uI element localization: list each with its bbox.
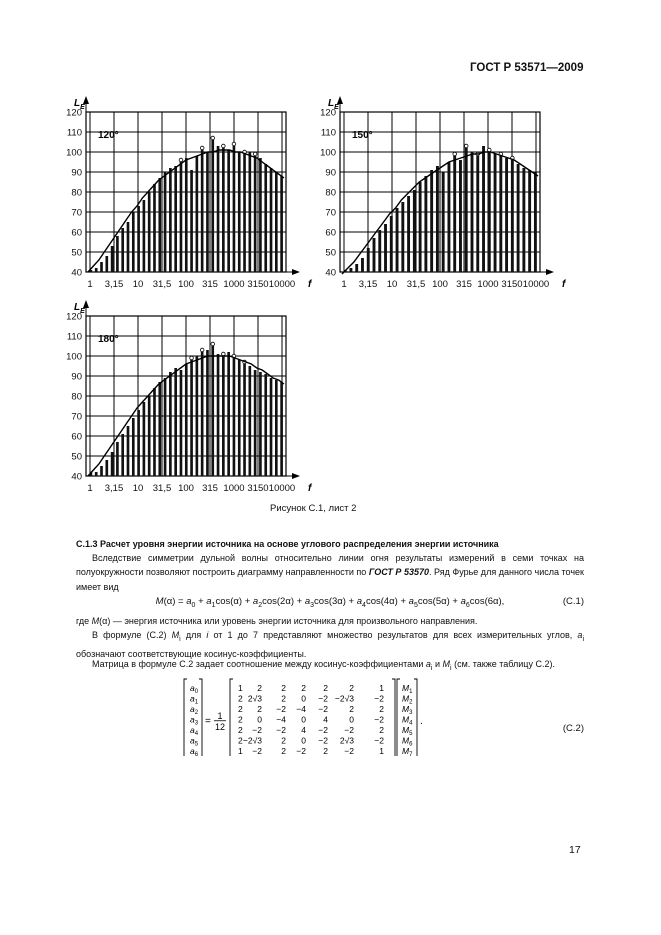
y-tick-label: 70	[71, 411, 82, 423]
matrix-entry: 2	[379, 704, 384, 714]
x-tick-label: 1	[341, 279, 347, 290]
formula-c1: $M(\alpha) = a_0 + a_1\cos(\alpha) + a_2\cos(2\alpha) + a_3\cos(3\alpha) + a_4\cos(4\alpha) + a_5\cos(5\alpha) + a_6\cos(6\alpha)$, (С.1)	[155, 596, 584, 609]
data-bar	[222, 356, 225, 476]
data-marker	[232, 142, 236, 146]
data-bar	[185, 364, 188, 476]
bracket-m-right	[414, 679, 417, 756]
vector-m-entry: $M_5$	[402, 725, 413, 737]
x-tick-label: 1	[87, 483, 93, 494]
x-tick-label: 10000	[522, 279, 550, 290]
matrix-entry: −2√3	[334, 693, 354, 704]
data-bar	[227, 150, 230, 272]
vector-m-entry: $M_3$	[402, 704, 413, 716]
matrix-entry: 2	[238, 714, 243, 725]
data-bar	[378, 230, 381, 272]
y-tick-label: 110	[66, 127, 82, 139]
data-bar	[153, 184, 156, 272]
data-marker	[253, 152, 257, 156]
equals-sign: =	[205, 715, 211, 727]
x-tick-label: 315	[202, 279, 218, 290]
x-axis-arrow	[546, 269, 554, 275]
data-bar	[249, 366, 252, 476]
x-tick-label: 10	[132, 483, 144, 494]
matrix-entry: −2	[276, 704, 286, 714]
angle-label: 150°	[352, 130, 373, 141]
data-bar	[95, 268, 98, 272]
x-tick-label: 100	[178, 483, 194, 494]
data-bar	[447, 162, 450, 272]
bracket-m-left	[397, 679, 400, 756]
data-bar	[105, 256, 108, 272]
y-tick-label: 100	[320, 147, 336, 159]
paragraph-1: Вследствие симметрии дульной волны относительно линии огня результаты измерений в семи точках на полуокружности позволяют построить диаграмму направленности по ГОСТ Р 53570. Ряд Фурье для данного числа точек имеет вид	[76, 553, 584, 592]
matrix-entry: −2	[318, 735, 328, 746]
data-bar	[528, 170, 531, 272]
data-bar	[227, 352, 230, 476]
data-bar	[259, 372, 262, 476]
data-bar	[222, 148, 225, 272]
matrix-entry: 2	[238, 693, 243, 704]
matrix-entry: −2	[374, 735, 384, 746]
where-text: где M(α) — энергия источника или уровень энергии источника для произвольного направления.	[76, 616, 478, 626]
data-bar	[270, 378, 273, 476]
matrix-entry: −2	[344, 725, 354, 735]
data-bar	[280, 382, 283, 476]
vector-a-entry: $a_4$	[190, 725, 199, 737]
data-marker	[190, 356, 194, 360]
data-bar	[459, 160, 462, 272]
matrix-entry: 4	[323, 714, 328, 725]
matrix-entry: 2	[349, 683, 354, 693]
data-bar	[211, 140, 214, 272]
x-tick-label: 10	[132, 279, 144, 290]
matrix-entry: 0	[301, 735, 306, 746]
data-bar	[196, 356, 199, 476]
x-axis-label: f	[308, 279, 312, 290]
data-bar	[430, 170, 433, 272]
data-bar	[137, 410, 140, 476]
page-number: 17	[569, 844, 581, 856]
x-tick-label: 3,15	[104, 483, 124, 494]
data-bar	[185, 158, 188, 272]
x-tick-label: 10000	[268, 483, 296, 494]
matrix-entry: 2	[238, 704, 243, 714]
y-tick-label: 70	[71, 207, 82, 219]
data-marker	[200, 348, 204, 352]
paragraph-2: В формуле (С.2) $M_i$ для i от 1 до 7 представляют множество результатов для всех измерительных углов, $a_i$ обозначают соответствующие косинус-коэффициенты.	[76, 630, 584, 660]
chart-120	[62, 92, 312, 297]
matrix-entry: 0	[301, 693, 306, 704]
data-bar	[436, 166, 439, 272]
matrix-entry: 2	[238, 725, 243, 735]
y-tick-label: 90	[325, 167, 336, 179]
data-bar	[180, 162, 183, 272]
data-bar	[254, 156, 257, 272]
vector-m-entry: $M_7$	[402, 746, 413, 756]
data-bar	[361, 258, 364, 272]
vector-a-entry: $a_1$	[190, 693, 199, 706]
y-tick-label: 50	[71, 451, 82, 463]
data-bar	[190, 360, 193, 476]
data-bar	[143, 200, 146, 272]
y-axis-arrow	[337, 96, 343, 104]
data-bar	[143, 402, 146, 476]
data-bar	[174, 368, 177, 476]
data-bar	[201, 150, 204, 272]
y-tick-label: 120	[320, 107, 336, 119]
data-bar	[442, 172, 445, 272]
data-bar	[505, 158, 508, 272]
matrix-entry: 2	[257, 704, 262, 714]
y-axis-arrow	[83, 300, 89, 308]
vector-a-entry: $a_3$	[190, 714, 199, 727]
standard-header: ГОСТ Р 53571—2009	[470, 62, 584, 74]
data-bar	[217, 146, 220, 272]
data-bar	[424, 176, 427, 272]
matrix-entry: −2	[374, 693, 384, 704]
data-marker	[211, 136, 215, 140]
x-tick-label: 315	[456, 279, 472, 290]
data-bar	[494, 154, 497, 272]
data-bar	[373, 238, 376, 272]
fraction-numerator: 1	[217, 710, 223, 721]
data-bar	[511, 160, 514, 272]
matrix-entry: −2	[318, 725, 328, 735]
matrix-entry: 2	[257, 683, 262, 693]
section-heading: С.1.3 Расчет уровня энергии источника на основе углового распределения энергии источника	[76, 539, 499, 549]
angle-label: 180°	[98, 334, 119, 345]
x-tick-label: 3150	[247, 483, 269, 494]
x-tick-label: 3,15	[104, 279, 124, 290]
matrix-entry: 2	[281, 735, 286, 746]
x-tick-label: 1000	[477, 279, 499, 290]
x-tick-label: 31,5	[152, 279, 172, 290]
data-bar	[238, 152, 241, 272]
data-bar	[243, 364, 246, 476]
y-axis-label: $L_E$	[328, 98, 339, 111]
matrix-entry: −2	[318, 704, 328, 714]
data-marker	[453, 152, 457, 156]
y-tick-label: 100	[66, 351, 82, 363]
data-bar	[211, 346, 214, 476]
matrix-entry: −2	[318, 693, 328, 704]
y-tick-label: 80	[71, 391, 82, 403]
data-bar	[158, 382, 161, 476]
x-axis-label: f	[562, 279, 566, 290]
paragraph-3: Матрица в формуле С.2 задает соотношение между косинус-коэффициентами $a_i$ и $M_i$ (см. также таблицу С.2).	[92, 659, 555, 672]
y-tick-label: 110	[66, 331, 82, 343]
data-bar	[127, 222, 130, 272]
data-bar	[401, 202, 404, 272]
matrix-entry: 1	[379, 683, 384, 693]
matrix-entry: 2√3	[247, 693, 262, 704]
x-tick-label: 31,5	[152, 483, 172, 494]
matrix-entry: 2	[301, 683, 306, 693]
data-bar	[413, 190, 416, 272]
data-bar	[499, 156, 502, 272]
data-bar	[169, 168, 172, 272]
data-bar	[206, 350, 209, 476]
y-tick-label: 60	[71, 227, 82, 239]
bracket-matrix-left	[230, 679, 233, 756]
data-marker	[222, 352, 226, 356]
data-bar	[206, 152, 209, 272]
data-bar	[419, 182, 422, 272]
x-axis-arrow	[292, 473, 300, 479]
y-tick-label: 80	[325, 187, 336, 199]
matrix-entry: 1	[238, 683, 243, 693]
matrix-entry: 2	[281, 746, 286, 756]
data-bar	[127, 426, 130, 476]
y-axis-label: $L_E$	[74, 98, 85, 111]
chart-150	[316, 92, 566, 297]
data-bar	[95, 472, 98, 476]
data-bar	[132, 212, 135, 272]
matrix-entry: −2	[374, 714, 384, 725]
data-bar	[116, 236, 119, 272]
data-bar	[121, 228, 124, 272]
matrix-entry: 1	[238, 746, 243, 756]
matrix-entry: 0	[257, 714, 262, 725]
y-tick-label: 50	[71, 247, 82, 259]
data-bar	[367, 248, 370, 272]
x-tick-label: 3150	[501, 279, 523, 290]
y-tick-label: 50	[325, 247, 336, 259]
x-tick-label: 31,5	[406, 279, 426, 290]
x-axis-arrow	[292, 269, 300, 275]
matrix-entry: 2√3	[339, 735, 354, 746]
x-tick-label: 10000	[268, 279, 296, 290]
matrix-entry: 0	[301, 714, 306, 725]
data-bar	[522, 168, 525, 272]
matrix-entry: −4	[296, 704, 306, 714]
matrix-entry: −2	[252, 746, 262, 756]
data-bar	[384, 224, 387, 272]
data-bar	[111, 452, 114, 476]
x-tick-label: 1	[87, 279, 93, 290]
data-bar	[259, 158, 262, 272]
data-marker	[179, 158, 183, 162]
y-tick-label: 120	[66, 311, 82, 323]
y-axis-label: $L_E$	[74, 302, 85, 315]
data-bar	[100, 262, 103, 272]
x-tick-label: 3,15	[358, 279, 378, 290]
data-bar	[476, 156, 479, 272]
y-tick-label: 120	[66, 107, 82, 119]
x-axis-label: f	[308, 483, 312, 494]
data-bar	[264, 374, 267, 476]
data-marker	[211, 342, 215, 346]
x-tick-label: 100	[178, 279, 194, 290]
data-bar	[270, 168, 273, 272]
data-bar	[355, 264, 358, 272]
y-axis-arrow	[83, 96, 89, 104]
y-tick-label: 40	[71, 267, 82, 279]
data-bar	[280, 176, 283, 272]
vector-m-entry: $M_2$	[402, 693, 413, 706]
data-bar	[158, 178, 161, 272]
data-bar	[180, 370, 183, 476]
data-bar	[111, 246, 114, 272]
angle-label: 120°	[98, 130, 119, 141]
y-tick-label: 40	[325, 267, 336, 279]
formula-c2-number: (С.2)	[562, 723, 584, 734]
matrix-entry: 0	[349, 714, 354, 725]
data-bar	[164, 172, 167, 272]
data-bar	[121, 434, 124, 476]
data-bar	[275, 172, 278, 272]
matrix-entry: −2√3	[242, 735, 262, 746]
y-tick-label: 110	[320, 127, 336, 139]
data-bar	[249, 152, 252, 272]
data-bar	[190, 170, 193, 272]
y-tick-label: 100	[66, 147, 82, 159]
x-tick-label: 1000	[223, 483, 245, 494]
data-marker	[464, 144, 468, 148]
vector-a-entry: $a_0$	[190, 683, 199, 695]
data-bar	[517, 164, 520, 272]
vector-m-entry: $M_1$	[402, 683, 413, 695]
data-marker	[200, 146, 204, 150]
data-bar	[233, 358, 236, 476]
data-bar	[233, 146, 236, 272]
x-tick-label: 100	[432, 279, 448, 290]
data-bar	[465, 148, 468, 272]
data-bar	[132, 418, 135, 476]
fraction-denominator: 12	[214, 721, 226, 732]
data-bar	[254, 370, 257, 476]
y-tick-label: 60	[325, 227, 336, 239]
period: .	[420, 715, 423, 727]
vector-m-entry: $M_4$	[402, 714, 413, 727]
data-bar	[407, 196, 410, 272]
data-bar	[238, 360, 241, 476]
matrix-entry: −4	[276, 714, 286, 725]
data-bar	[196, 156, 199, 272]
data-bar	[148, 396, 151, 476]
data-bar	[349, 268, 352, 272]
y-tick-label: 60	[71, 431, 82, 443]
vector-a-entry: $a_6$	[190, 746, 199, 756]
matrix-entry: 2	[281, 683, 286, 693]
matrix-entry: −2	[296, 746, 306, 756]
data-bar	[116, 442, 119, 476]
chart-180	[62, 296, 312, 501]
y-tick-label: 80	[71, 187, 82, 199]
data-marker	[487, 148, 491, 152]
matrix-formula	[182, 678, 592, 761]
vector-a-entry: $a_2$	[190, 704, 199, 716]
data-bar	[534, 172, 537, 272]
matrix-entry: −2	[252, 725, 262, 735]
data-bar	[396, 208, 399, 272]
data-bar	[217, 354, 220, 476]
data-bar	[482, 146, 485, 272]
data-bar	[390, 216, 393, 272]
x-tick-label: 10	[386, 279, 398, 290]
matrix-entry: 1	[379, 746, 384, 756]
x-tick-label: 1000	[223, 279, 245, 290]
data-bar	[100, 466, 103, 476]
matrix-entry: 2	[349, 704, 354, 714]
y-tick-label: 40	[71, 471, 82, 483]
data-bar	[453, 156, 456, 272]
vector-a-entry: $a_5$	[190, 735, 199, 748]
data-bar	[471, 152, 474, 272]
y-tick-label: 90	[71, 167, 82, 179]
data-bar	[488, 152, 491, 272]
x-tick-label: 315	[202, 483, 218, 494]
data-bar	[264, 164, 267, 272]
matrix-entry: 2	[379, 725, 384, 735]
matrix-entry: 2	[281, 693, 286, 704]
data-bar	[201, 352, 204, 476]
data-bar	[275, 380, 278, 476]
matrix-entry: −2	[344, 746, 354, 756]
bracket-a-left	[184, 679, 187, 756]
data-bar	[105, 460, 108, 476]
formula-c1-number: (С.1)	[562, 596, 584, 607]
matrix-entry: −2	[276, 725, 286, 735]
data-bar	[169, 372, 172, 476]
bracket-a-right	[199, 679, 202, 756]
data-bar	[164, 378, 167, 476]
data-bar	[153, 388, 156, 476]
vector-m-entry: $M_6$	[402, 735, 413, 748]
bracket-matrix-right	[392, 679, 395, 756]
x-tick-label: 3150	[247, 279, 269, 290]
data-bar	[137, 206, 140, 272]
y-tick-label: 70	[325, 207, 336, 219]
data-bar	[174, 166, 177, 272]
matrix-entry: 2	[238, 735, 243, 746]
matrix-entry: 2	[323, 746, 328, 756]
figure-caption: Рисунок С.1, лист 2	[270, 503, 357, 514]
data-bar	[243, 154, 246, 272]
matrix-entry: 4	[301, 725, 306, 735]
data-bar	[148, 192, 151, 272]
matrix-entry: 2	[323, 683, 328, 693]
y-tick-label: 90	[71, 371, 82, 383]
data-marker	[222, 144, 226, 148]
